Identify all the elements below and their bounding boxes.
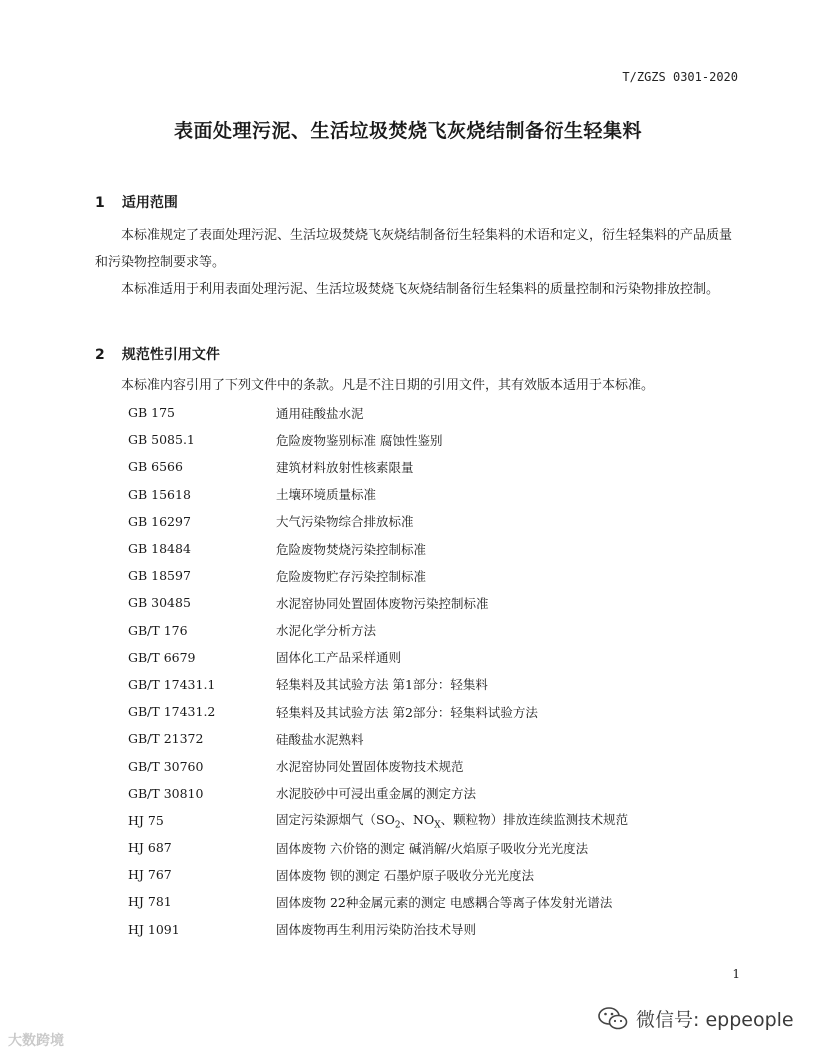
reference-title: 固体废物 钡的测定 石墨炉原子吸收分光光度法	[276, 867, 534, 883]
reference-title: 危险废物焚烧污染控制标准	[276, 541, 427, 557]
reference-title: 通用硅酸盐水泥	[276, 405, 364, 421]
reference-item	[128, 807, 628, 834]
reference-title: 轻集料及其试验方法 第1部分：轻集料	[276, 677, 488, 693]
reference-item	[128, 861, 628, 888]
section-2-intro: 本标准内容引用了下列文件中的条款。凡是不注日期的引用文件，其有效版本适用于本标准。	[121, 378, 655, 393]
section-number: 2	[95, 347, 105, 363]
reference-item	[128, 698, 628, 725]
document-title: 表面处理污泥、生活垃圾焚烧飞灰烧结制备衍生轻集料	[173, 120, 642, 142]
section-1-heading	[95, 192, 178, 212]
reference-item	[128, 562, 628, 589]
reference-code: GB 30485	[128, 595, 191, 611]
reference-code: HJ 1091	[128, 921, 180, 937]
reference-item	[128, 725, 628, 752]
reference-code: GB 175	[128, 405, 176, 421]
page-number: 1	[732, 967, 740, 981]
section-title: 规范性引用文件	[121, 347, 220, 363]
reference-item	[128, 617, 628, 644]
wechat-icon	[598, 1006, 628, 1032]
reference-item	[128, 888, 628, 915]
reference-title: 大气污染物综合排放标准	[276, 514, 414, 530]
reference-code: GB 18484	[128, 541, 191, 557]
reference-item	[128, 399, 628, 426]
reference-item	[128, 780, 628, 807]
section-1-paragraph-2: 本标准适用于利用表面处理污泥、生活垃圾焚烧飞灰烧结制备衍生轻集料的质量控制和污染物排放控制。	[121, 282, 720, 297]
reference-code: GB 15618	[128, 486, 191, 502]
section-title: 适用范围	[121, 195, 178, 211]
reference-title: 水泥胶砂中可浸出重金属的测定方法	[276, 786, 477, 802]
reference-list	[128, 399, 628, 943]
reference-code: GB/T 6679	[128, 649, 196, 665]
reference-title: 固体废物再生利用污染防治技术导则	[276, 922, 477, 938]
reference-item	[128, 916, 628, 943]
subscript: 2	[394, 820, 401, 831]
wechat-id-text: 微信号: eppeople	[636, 1009, 794, 1031]
reference-item	[128, 644, 628, 671]
standard-code: T/ZGZS 0301-2020	[622, 70, 738, 84]
section-2-heading	[95, 344, 220, 364]
reference-title	[276, 810, 628, 831]
wechat-watermark	[598, 1005, 794, 1032]
reference-code: GB/T 176	[128, 622, 188, 638]
reference-item	[128, 508, 628, 535]
reference-title: 水泥窑协同处置固体废物技术规范	[276, 759, 464, 775]
reference-title: 轻集料及其试验方法 第2部分：轻集料试验方法	[276, 704, 538, 720]
section-1-paragraph-1: 本标准规定了表面处理污泥、生活垃圾焚烧飞灰烧结制备衍生轻集料的术语和定义，衍生轻集料的产品质量和污染物控制要求等。	[95, 228, 733, 270]
reference-item	[128, 426, 628, 453]
section-number: 1	[95, 195, 105, 211]
reference-item	[128, 453, 628, 480]
reference-code: HJ 75	[128, 812, 164, 828]
reference-title: 建筑材料放射性核素限量	[276, 459, 414, 475]
watermark-left	[8, 1030, 64, 1050]
reference-code: HJ 781	[128, 894, 172, 910]
reference-title: 水泥窑协同处置固体废物污染控制标准	[276, 595, 489, 611]
reference-item	[128, 535, 628, 562]
title-part: 、颗粒物）排放连续监测技术规范	[440, 812, 629, 828]
reference-title: 固体废物 22种金属元素的测定 电感耦合等离子体发射光谱法	[276, 894, 613, 910]
reference-title: 硅酸盐水泥熟料	[276, 731, 364, 747]
reference-code: GB 6566	[128, 459, 183, 475]
reference-code: GB 5085.1	[128, 432, 195, 448]
watermark-left-text: 大数跨境	[8, 1033, 64, 1049]
reference-title: 固体废物 六价铬的测定 碱消解/火焰原子吸收分光光度法	[276, 840, 589, 856]
reference-title: 固体化工产品采样通则	[276, 650, 402, 666]
reference-code: GB 16297	[128, 513, 191, 529]
reference-code: HJ 767	[128, 867, 172, 883]
reference-code: GB/T 30810	[128, 785, 204, 801]
subscript: X	[434, 820, 441, 831]
reference-code: GB/T 17431.1	[128, 676, 216, 692]
reference-code: HJ 687	[128, 840, 172, 856]
reference-code: GB/T 21372	[128, 731, 204, 747]
reference-title: 危险废物鉴别标准 腐蚀性鉴别	[276, 432, 443, 448]
reference-item	[128, 589, 628, 616]
reference-item	[128, 671, 628, 698]
reference-title: 水泥化学分析方法	[276, 623, 377, 639]
reference-item	[128, 834, 628, 861]
title-part: 、NO	[400, 812, 435, 828]
reference-code: GB/T 17431.2	[128, 704, 216, 720]
title-part: 固定污染源烟气（SO	[276, 812, 395, 828]
reference-code: GB/T 30760	[128, 758, 204, 774]
reference-item	[128, 752, 628, 779]
reference-title: 土壤环境质量标准	[276, 487, 377, 503]
reference-item	[128, 481, 628, 508]
reference-code: GB 18597	[128, 568, 191, 584]
reference-title: 危险废物贮存污染控制标准	[276, 568, 427, 584]
